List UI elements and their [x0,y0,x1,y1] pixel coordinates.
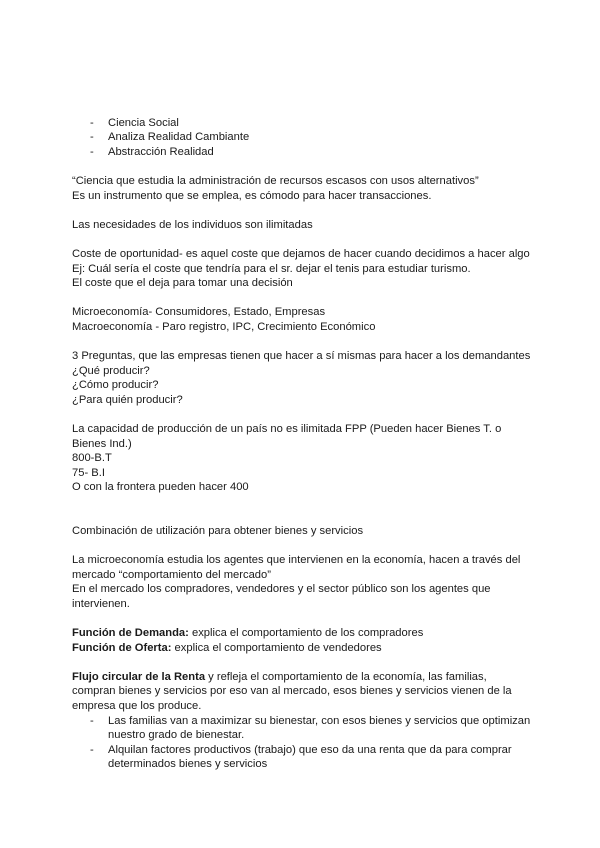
quote-line: “Ciencia que estudia la administración de recursos escasos con usos alternativos” [72,175,479,187]
text-line: empresa que los produce. [72,700,202,712]
text-line: O con la frontera pueden hacer 400 [72,481,249,493]
demand-text: explica el comportamiento de los compradores [188,627,424,639]
text-line: La capacidad de producción de un país no es ilimitada FPP (Pueden hacer Bienes T. o [72,423,502,435]
bullet-dash: - [90,117,94,129]
supply-line [72,641,382,655]
list-item-continuation: nuestro grado de bienestar. [108,729,245,741]
text-line: Combinación de utilización para obtener bienes y servicios [72,525,364,537]
text-line: Ej: Cuál sería el coste que tendría para el sr. dejar el tenis para estudiar turismo. [72,263,471,275]
text-line: En el mercado los compradores, vendedores y el sector público son los agentes que [72,583,491,595]
bullet-dash: - [90,715,94,727]
text-line: Macroeconomía - Paro registro, IPC, Crecimiento Económico [72,321,376,333]
text-line: ¿Cómo producir? [72,379,159,391]
text-line: Las necesidades de los individuos son ilimitadas [72,219,313,231]
bullet-dash: - [90,744,94,756]
text-line: El coste que el deja para tomar una decisión [72,277,293,289]
text-line: mercado “comportamiento del mercado” [72,569,271,581]
text-line: Bienes Ind.) [72,438,132,450]
supply-term: Función de Oferta: [72,642,172,654]
demand-term: Función de Demanda: [72,627,189,639]
list-item: Las familias van a maximizar su bienestar, con esos bienes y servicios que optimizan [108,715,531,727]
text-line: Microeconomía- Consumidores, Estado, Empresas [72,306,326,318]
flow-line [72,670,487,684]
text-line: Coste de oportunidad- es aquel coste que dejamos de hacer cuando decidimos a hacer algo [72,248,530,260]
list-item: Analiza Realidad Cambiante [108,131,250,143]
list-item: Abstracción Realidad [108,146,214,158]
text-line: 800-B.T [72,452,112,464]
bullet-dash: - [90,146,94,158]
text-line: Es un instrumento que se emplea, es cómodo para hacer transacciones. [72,190,432,202]
bullet-dash: - [90,131,94,143]
text-line: 75- B.I [72,467,105,479]
demand-line [72,626,423,640]
text-line: intervienen. [72,598,130,610]
text-line: 3 Preguntas, que las empresas tienen que hacer a sí mismas para hacer a los demandantes [72,350,531,362]
supply-text: explica el comportamiento de vendedores [171,642,382,654]
list-item: Alquilan factores productivos (trabajo) que eso da una renta que da para comprar [108,744,512,756]
text-line: compran bienes y servicios por eso van al mercado, esos bienes y servicios vienen de la [72,685,512,697]
text-line: ¿Para quién producir? [72,394,183,406]
list-item-continuation: determinados bienes y servicios [108,758,268,770]
text-line: La microeconomía estudia los agentes que intervienen en la economía, hacen a través del [72,554,521,566]
text-line: ¿Qué producir? [72,365,150,377]
list-item: Ciencia Social [108,117,179,129]
flow-text: y refleja el comportamiento de la economía, las familias, [205,671,487,683]
flow-term: Flujo circular de la Renta [72,671,206,683]
